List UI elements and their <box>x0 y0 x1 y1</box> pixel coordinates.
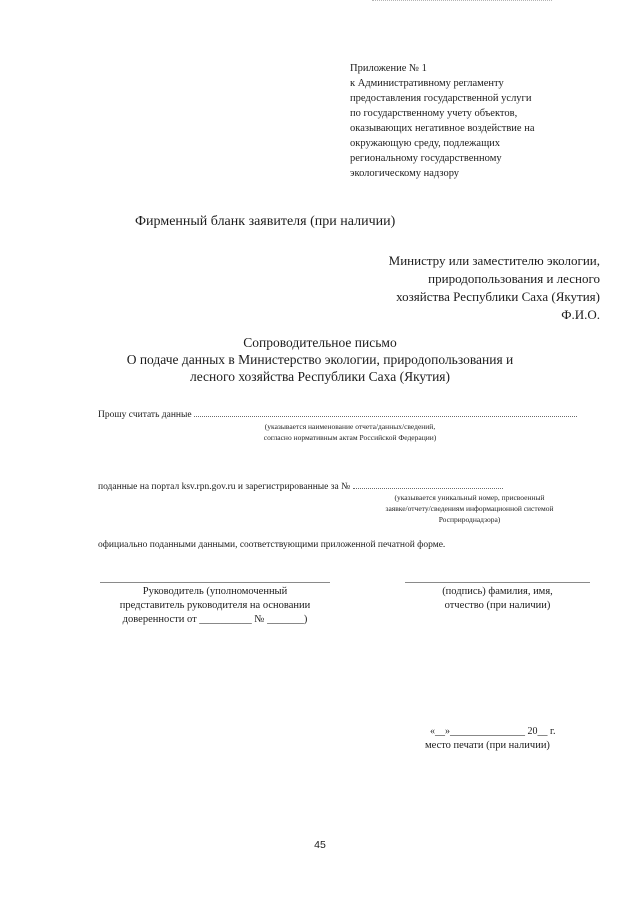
page-number: 45 <box>314 839 326 851</box>
scan-top-marks <box>372 0 552 4</box>
hint-line: согласно нормативным актам Российской Федерации) <box>263 433 437 442</box>
portal-hint <box>352 492 587 525</box>
signature-left-line: Руководитель (уполномоченный <box>142 586 288 597</box>
signature-right-line: отчество (при наличии) <box>444 600 551 611</box>
annex-line: Приложение № 1 <box>350 63 427 74</box>
signature-left-block <box>100 582 330 627</box>
portal-row <box>98 478 503 492</box>
signature-right-rule <box>405 582 590 583</box>
addressee-line: Ф.И.О. <box>561 307 600 322</box>
letterhead-text: Фирменный бланк заявителя (при наличии) <box>135 214 396 229</box>
signature-left-line: представитель руководителя на основании <box>119 600 311 611</box>
annex-line: региональному государственному <box>350 153 502 164</box>
signature-right-line: (подпись) фамилия, имя, <box>442 586 553 597</box>
date-line: «__»_______________ 20__ г. <box>430 726 556 737</box>
portal-label: поданные на портал ksv.rpn.gov.ru и зарегистрированные за № <box>98 482 351 492</box>
annex-line: окружающую среду, подлежащих <box>350 138 501 149</box>
hint-line: заявке/отчету/сведениям информационной системой <box>385 504 554 513</box>
request-label: Прошу считать данные <box>98 410 192 420</box>
annex-line: по государственному учету объектов, <box>350 108 518 119</box>
annex-block <box>350 61 600 181</box>
title-line: О подаче данных в Министерство экологии, природопользования и <box>126 352 514 367</box>
request-hint <box>205 421 495 443</box>
request-row <box>98 406 577 420</box>
annex-line: предоставления государственной услуги <box>350 93 532 104</box>
annex-line: к Административному регламенту <box>350 78 504 89</box>
title-line: Сопроводительное письмо <box>243 335 397 350</box>
addressee-line: природопользования и лесного <box>428 271 600 286</box>
addressee-block <box>300 252 600 324</box>
addressee-line: Министру или заместителю экологии, <box>388 253 600 268</box>
hint-line: (указывается наименование отчета/данных/сведений, <box>264 422 436 431</box>
hint-line: (указывается уникальный номер, присвоенный <box>394 493 545 502</box>
official-text: официально поданными данными, соответствующими приложенной печатной форме. <box>98 540 446 550</box>
annex-line: оказывающих негативное воздействие на <box>350 123 535 134</box>
portal-fill-line <box>353 478 503 489</box>
stamp-label: место печати (при наличии) <box>425 740 550 751</box>
signature-left-rule <box>100 582 330 583</box>
addressee-line: хозяйства Республики Саха (Якутия) <box>396 289 600 304</box>
signature-right-block <box>405 582 590 613</box>
letter-title <box>100 334 540 385</box>
hint-line: Росприроднадзора) <box>438 515 501 524</box>
request-fill-line <box>194 406 577 417</box>
title-line: лесного хозяйства Республики Саха (Якутия) <box>189 369 451 384</box>
annex-line: экологическому надзору <box>350 168 460 179</box>
signature-left-line: доверенности от __________ № _______) <box>122 614 308 625</box>
